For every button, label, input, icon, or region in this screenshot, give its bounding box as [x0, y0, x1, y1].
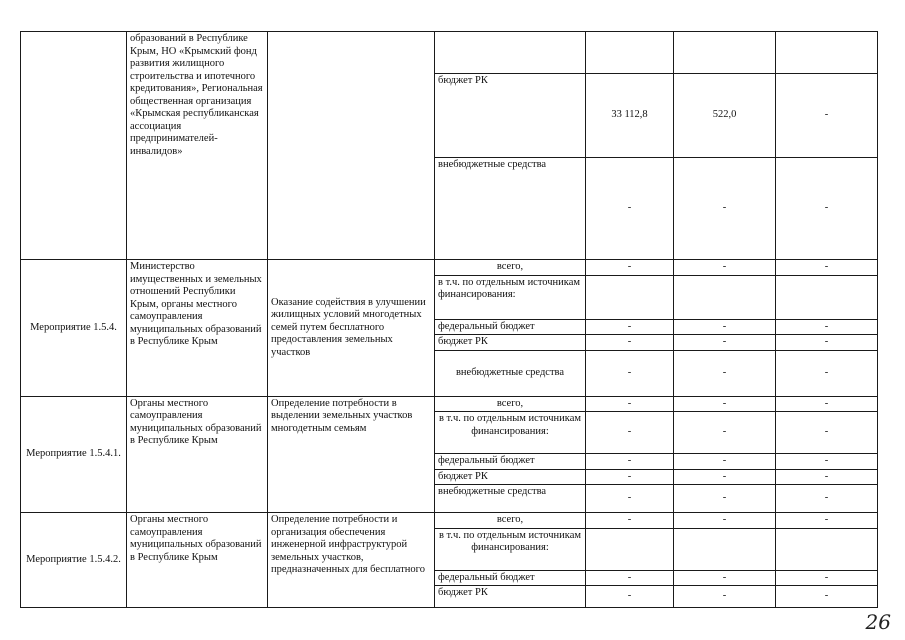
value-cell: [674, 528, 776, 570]
value-cell: -: [674, 412, 776, 454]
event-cell: Мероприятие 1.5.4.: [21, 260, 127, 397]
funding-source-cell: федеральный бюджет: [435, 454, 586, 470]
value-cell: -: [776, 350, 878, 396]
event-cell: [21, 32, 127, 260]
funding-source-cell: бюджет РК: [435, 335, 586, 351]
value-cell: [586, 32, 674, 74]
responsible-cell: Министерство имущественных и земельных отношений Республики Крым, органы местного самоуправления муниципальных образований в Республике Крым: [127, 260, 268, 397]
value-cell: [674, 32, 776, 74]
value-cell: -: [586, 158, 674, 260]
activity-name-cell: Оказание содействия в улучшении жилищных условий многодетных семей путем бесплатного предоставления земельных участков: [268, 260, 435, 397]
value-cell: -: [674, 513, 776, 529]
value-cell: -: [674, 260, 776, 276]
value-cell: -: [776, 158, 878, 260]
responsible-cell: Органы местного самоуправления муниципальных образований в Республике Крым: [127, 396, 268, 513]
funding-source-cell: в т.ч. по отдельным источникам финансирования:: [435, 412, 586, 454]
financing-table: [20, 31, 878, 608]
funding-source-cell: внебюджетные средства: [435, 158, 586, 260]
value-cell: -: [776, 570, 878, 586]
value-cell: -: [674, 454, 776, 470]
value-cell: [586, 275, 674, 319]
value-cell: [586, 528, 674, 570]
value-cell: -: [776, 319, 878, 335]
value-cell: -: [674, 319, 776, 335]
table-row: [21, 32, 878, 74]
value-cell: -: [586, 485, 674, 513]
event-cell: Мероприятие 1.5.4.1.: [21, 396, 127, 513]
table-row: [21, 396, 878, 412]
value-cell: -: [586, 586, 674, 608]
funding-source-cell: бюджет РК: [435, 469, 586, 485]
value-cell: -: [776, 396, 878, 412]
value-cell: -: [586, 319, 674, 335]
value-cell: -: [776, 513, 878, 529]
responsible-cell: Органы местного самоуправления муниципальных образований в Республике Крым: [127, 513, 268, 608]
value-cell: -: [674, 586, 776, 608]
responsible-cell: образований в Республике Крым, НО «Крымский фонд развития жилищного строительства и ипотечного кредитования», Региональная общественная организация «Крымская республиканская ассоциация предпринимателей-инвалидов»: [127, 32, 268, 260]
value-cell: -: [776, 412, 878, 454]
value-cell: -: [674, 158, 776, 260]
value-cell: -: [776, 586, 878, 608]
funding-source-cell: федеральный бюджет: [435, 319, 586, 335]
value-cell: -: [674, 570, 776, 586]
funding-source-cell: всего,: [435, 396, 586, 412]
funding-source-cell: всего,: [435, 260, 586, 276]
funding-source-cell: всего,: [435, 513, 586, 529]
value-cell: -: [776, 260, 878, 276]
value-cell: -: [776, 335, 878, 351]
value-cell: -: [776, 454, 878, 470]
funding-source-cell: внебюджетные средства: [435, 350, 586, 396]
table-row: [21, 260, 878, 276]
value-cell: -: [776, 469, 878, 485]
funding-source-cell: бюджет РК: [435, 586, 586, 608]
value-cell: -: [586, 454, 674, 470]
funding-source-cell: [435, 32, 586, 74]
value-cell: -: [586, 396, 674, 412]
value-cell: 33 112,8: [586, 74, 674, 158]
funding-source-cell: в т.ч. по отдельным источникам финансирования:: [435, 528, 586, 570]
activity-name-cell: Определение потребности и организация обеспечения инженерной инфраструктурой земельных участков, предназначенных для бесплатного: [268, 513, 435, 608]
funding-source-cell: внебюджетные средства: [435, 485, 586, 513]
table-row: [21, 513, 878, 529]
page-number: 26: [865, 610, 891, 634]
value-cell: [776, 275, 878, 319]
value-cell: [776, 528, 878, 570]
funding-source-cell: федеральный бюджет: [435, 570, 586, 586]
activity-name-cell: [268, 32, 435, 260]
value-cell: -: [674, 335, 776, 351]
value-cell: -: [586, 412, 674, 454]
value-cell: [674, 275, 776, 319]
event-cell: Мероприятие 1.5.4.2.: [21, 513, 127, 608]
value-cell: [776, 32, 878, 74]
value-cell: -: [586, 335, 674, 351]
value-cell: -: [586, 513, 674, 529]
value-cell: -: [674, 485, 776, 513]
value-cell: -: [674, 396, 776, 412]
value-cell: -: [674, 350, 776, 396]
value-cell: -: [776, 74, 878, 158]
value-cell: -: [586, 469, 674, 485]
value-cell: -: [586, 570, 674, 586]
value-cell: -: [586, 260, 674, 276]
value-cell: 522,0: [674, 74, 776, 158]
value-cell: -: [674, 469, 776, 485]
value-cell: -: [586, 350, 674, 396]
value-cell: -: [776, 485, 878, 513]
funding-source-cell: бюджет РК: [435, 74, 586, 158]
funding-source-cell: в т.ч. по отдельным источникам финансирования:: [435, 275, 586, 319]
activity-name-cell: Определение потребности в выделении земельных участков многодетным семьям: [268, 396, 435, 513]
